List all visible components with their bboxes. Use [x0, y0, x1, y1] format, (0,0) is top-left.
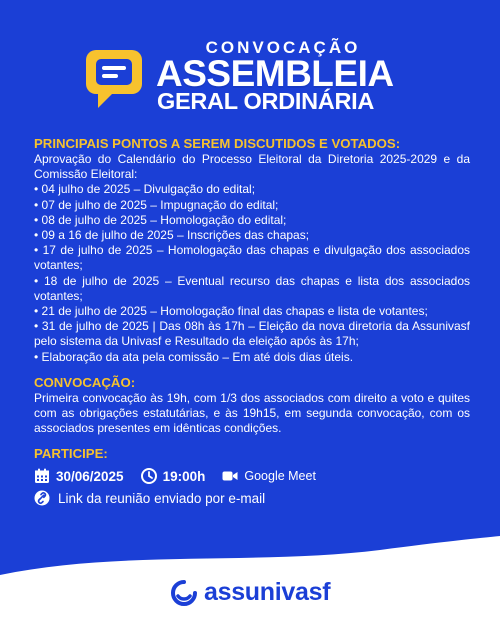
meeting-date: 30/06/2025 [56, 468, 124, 484]
page-title: ASSEMBLEIA [156, 53, 394, 94]
page-subtitle: GERAL ORDINÁRIA [157, 88, 375, 114]
convocacao-text: Primeira convocação às 19h, com 1/3 dos associados com direito a voto e quites com as obrigações estatutárias, e às 19h15, em segunda convocação, com os associados presentes em idênticas condições. [34, 390, 470, 436]
pontos-item: • 04 julho de 2025 – Divulgação do edital; [34, 182, 256, 197]
pontos-item: • 31 de julho de 2025 | Das 08h às 17h – Eleição da nova diretoria da Assunivasf pelo sistema da Univasf e Resultado da eleição após às 17h; [34, 319, 470, 349]
kicker: CONVOCAÇÃO [205, 38, 361, 57]
pontos-item: • 21 de julho de 2025 – Homologação final das chapas e lista de votantes; [34, 304, 428, 319]
pontos-intro: Aprovação do Calendário do Processo Eleitoral da Diretoria 2025-2029 e da Comissão Eleitoral: [34, 152, 470, 182]
meeting-platform: Google Meet [244, 469, 316, 484]
content [34, 136, 470, 506]
meeting-time: 19:00h [162, 468, 206, 484]
calendar-icon [34, 468, 50, 484]
participe-details [34, 468, 470, 484]
pontos-item: • 08 de julho de 2025 – Homologação do edital; [34, 212, 287, 227]
chat-bubble-icon [84, 46, 144, 110]
participe-title: PARTICIPE: [34, 446, 108, 462]
pontos-item: • Elaboração da ata pela comissão – Em até dois dias úteis. [34, 349, 354, 364]
brand-mark-icon [170, 579, 198, 607]
video-camera-icon [222, 468, 238, 484]
brand-logo [170, 578, 330, 607]
footer [0, 530, 500, 625]
pontos-item: • 09 a 16 de julho de 2025 – Inscrições das chapas; [34, 228, 310, 243]
convocacao-title: CONVOCAÇÃO: [34, 374, 136, 390]
brand-name: assunivasf [204, 578, 331, 606]
pontos-item: • 17 de julho de 2025 – Homologação das chapas e divulgação dos associados votantes; [34, 243, 470, 273]
pontos-title: PRINCIPAIS PONTOS A SEREM DISCUTIDOS E VOTADOS: [34, 136, 401, 151]
date-item [34, 468, 124, 484]
header [0, 0, 500, 130]
clock-icon [141, 468, 157, 484]
link-text: Link da reunião enviado por e-mail [58, 490, 266, 506]
time-item [141, 468, 206, 484]
link-item [34, 490, 470, 506]
platform-item [222, 468, 316, 484]
link-icon [34, 490, 50, 506]
pontos-item: • 18 de julho de 2025 – Eventual recurso das chapas e lista dos associados votantes; [34, 273, 470, 303]
pontos-item: • 07 de julho de 2025 – Impugnação do edital; [34, 197, 279, 212]
